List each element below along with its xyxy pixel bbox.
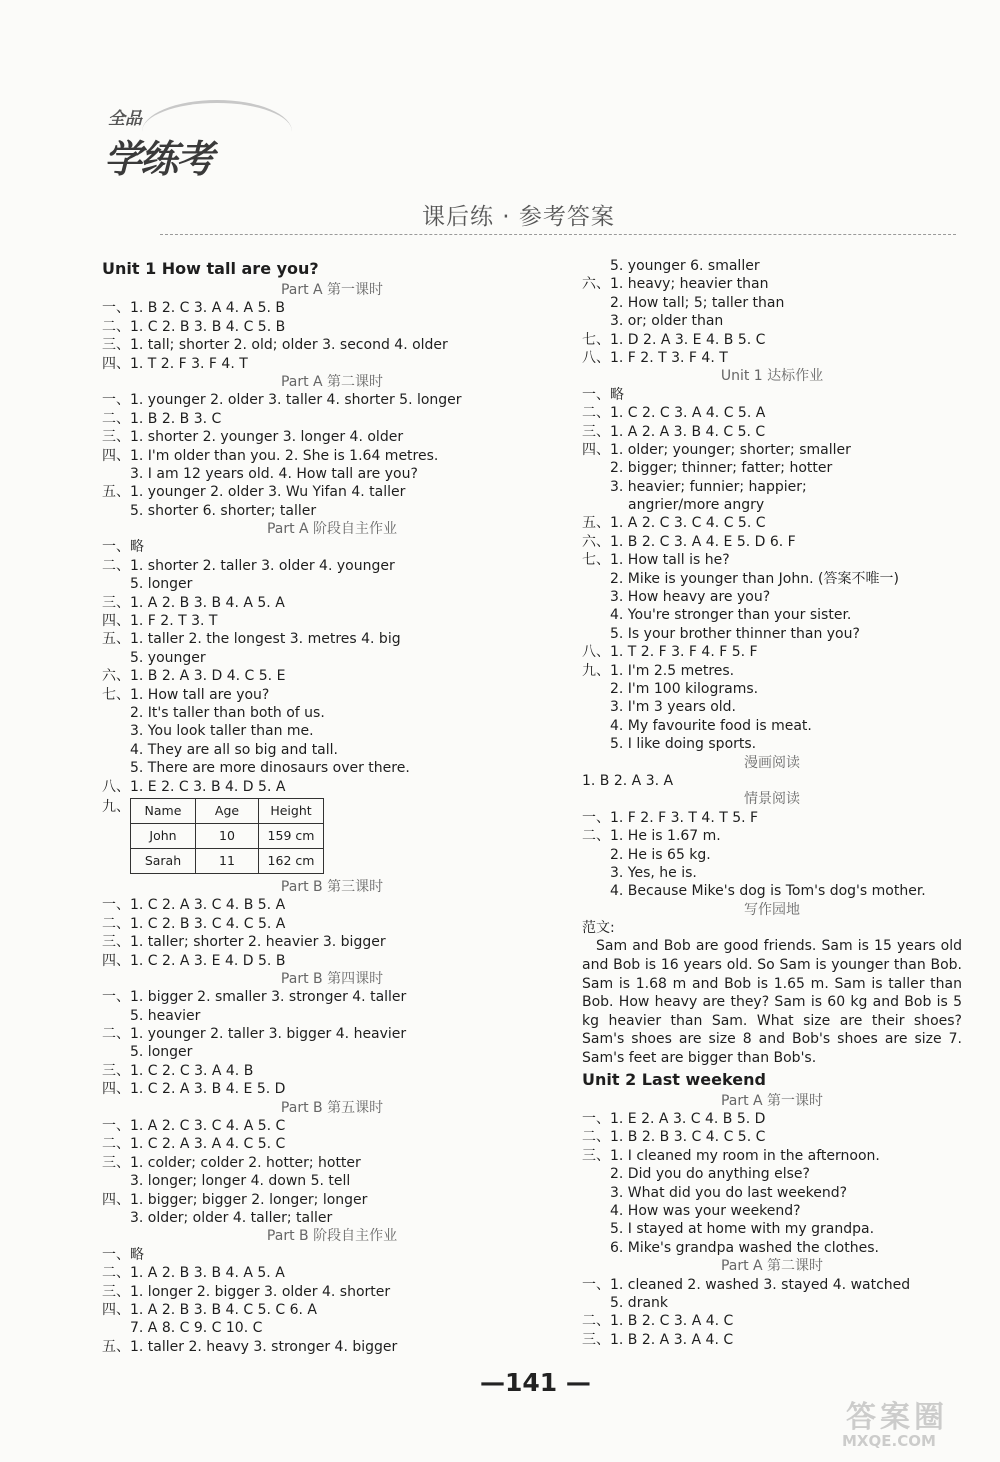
answer-line: 3. heavier; funnier; happier; bbox=[610, 478, 807, 495]
answer-line: angrier/more angry bbox=[628, 497, 765, 514]
answer-line: 5. I like doing sports. bbox=[610, 736, 757, 753]
answer-line: 3. longer; longer 4. down 5. tell bbox=[130, 1173, 351, 1190]
table-header: Age bbox=[196, 798, 259, 823]
table-header-row bbox=[131, 798, 324, 823]
unit-heading: Unit 1 How tall are you? bbox=[102, 259, 319, 278]
info-table-block bbox=[102, 796, 562, 878]
answer-line: 二、1. A 2. B 3. B 4. A 5. A bbox=[102, 1265, 285, 1282]
logo-top-text: 全品 bbox=[108, 109, 142, 129]
answer-line: 二、1. He is 1.67 m. bbox=[582, 828, 721, 845]
answer-line: 5. There are more dinosaurs over there. bbox=[130, 760, 410, 777]
answer-line: 四、1. bigger; bigger 2. longer; longer bbox=[102, 1191, 368, 1208]
answer-line: 5. longer bbox=[130, 576, 193, 593]
answer-line: 2. It's taller than both of us. bbox=[130, 704, 325, 721]
answer-line: 四、1. F 2. T 3. T bbox=[102, 613, 218, 630]
answer-line: 5. Is your brother thinner than you? bbox=[610, 625, 860, 642]
answer-line: 5. younger bbox=[130, 649, 206, 666]
answer-line: 四、1. C 2. A 3. B 4. E 5. D bbox=[102, 1081, 286, 1098]
answer-line: 三、1. B 2. A 3. A 4. C bbox=[582, 1331, 734, 1348]
answer-line: 三、1. A 2. B 3. B 4. A 5. A bbox=[102, 594, 285, 611]
section-heading: 情景阅读 bbox=[744, 791, 800, 808]
left-column bbox=[102, 257, 562, 1356]
answer-line: 三、1. colder; colder 2. hotter; hotter bbox=[102, 1154, 361, 1171]
answer-line: 2. He is 65 kg. bbox=[610, 846, 711, 863]
section-heading: Part B 第四课时 bbox=[280, 970, 384, 987]
answer-line: 六、1. B 2. C 3. A 4. E 5. D 6. F bbox=[582, 533, 796, 550]
answer-line: 二、1. B 2. C 3. A 4. C bbox=[582, 1313, 734, 1330]
section-heading: Part B 第三课时 bbox=[280, 878, 384, 895]
page-title: 课后练 · 参考答案 bbox=[422, 204, 615, 230]
answer-line: 四、1. C 2. A 3. E 4. D 5. B bbox=[102, 952, 286, 969]
answer-line: 二、1. C 2. B 3. C 4. C 5. A bbox=[102, 915, 286, 932]
answer-line: 二、1. shorter 2. taller 3. older 4. younger bbox=[102, 557, 395, 574]
answer-line: 3. What did you do last weekend? bbox=[610, 1184, 848, 1201]
answer-line: 三、1. longer 2. bigger 3. older 4. shorter bbox=[102, 1283, 391, 1300]
answer-line: 7. A 8. C 9. C 10. C bbox=[130, 1320, 263, 1337]
table-cell: John bbox=[131, 823, 196, 848]
section-heading: Part A 第一课时 bbox=[280, 282, 384, 298]
table-cell: 159 cm bbox=[259, 823, 324, 848]
unit-heading: Unit 2 Last weekend bbox=[582, 1069, 766, 1089]
answer-line: 二、1. younger 2. taller 3. bigger 4. heavier bbox=[102, 1026, 407, 1043]
answer-line: 1. B 2. A 3. A bbox=[582, 772, 674, 789]
answer-line: 四、1. T 2. F 3. F 4. T bbox=[102, 355, 248, 372]
section-heading: Part A 第一课时 bbox=[720, 1092, 824, 1109]
table-cell: 10 bbox=[196, 823, 259, 848]
info-table bbox=[130, 798, 324, 874]
answer-line: 四、1. I'm older than you. 2. She is 1.64 metres. bbox=[102, 447, 439, 464]
answer-line: 六、1. B 2. A 3. D 4. C 5. E bbox=[102, 668, 286, 685]
answer-line: 5. longer bbox=[130, 1044, 193, 1061]
answer-line: 6. Mike's grandpa washed the clothes. bbox=[610, 1239, 879, 1256]
answer-line: 八、1. E 2. C 3. B 4. D 5. A bbox=[102, 778, 286, 795]
section-heading: Part B 第五课时 bbox=[280, 1099, 384, 1116]
answer-line: 范文: bbox=[582, 920, 615, 937]
table-cell: 162 cm bbox=[259, 848, 324, 873]
answer-line: 三、1. taller; shorter 2. heavier 3. bigger bbox=[102, 934, 386, 951]
logo-main-text: 学练考 bbox=[104, 137, 213, 181]
answer-line: 二、1. C 2. A 3. A 4. C 5. C bbox=[102, 1136, 286, 1153]
answer-line: 3. I'm 3 years old. bbox=[610, 699, 736, 716]
answer-line: 一、1. bigger 2. smaller 3. stronger 4. taller bbox=[102, 989, 407, 1006]
right-answers-b bbox=[582, 1068, 962, 1349]
answer-line: 一、1. E 2. A 3. C 4. B 5. D bbox=[582, 1111, 766, 1127]
page-number: —141 — bbox=[480, 1368, 591, 1397]
brand-logo bbox=[102, 100, 262, 180]
answer-line: 4. You're stronger than your sister. bbox=[610, 607, 852, 624]
answer-line: 三、1. I cleaned my room in the afternoon. bbox=[582, 1147, 880, 1164]
answer-line: 四、1. A 2. B 3. B 4. C 5. C 6. A bbox=[102, 1301, 318, 1318]
answer-line: 七、1. How tall is he? bbox=[582, 552, 730, 569]
answer-line: 5. shorter 6. shorter; taller bbox=[130, 502, 317, 519]
answer-line: 三、1. shorter 2. younger 3. longer 4. older bbox=[102, 429, 404, 446]
answer-line: 2. Mike is younger than John. (答案不唯一) bbox=[610, 570, 899, 587]
section-heading: Part B 阶段自主作业 bbox=[266, 1228, 398, 1245]
section-heading: Part A 第二课时 bbox=[280, 373, 384, 390]
right-column bbox=[582, 257, 962, 1349]
answer-line: 九、1. I'm 2.5 metres. bbox=[582, 662, 735, 679]
answer-line: 一、1. B 2. C 3. A 4. A 5. B bbox=[102, 300, 285, 317]
answer-line: 二、1. C 2. C 3. A 4. C 5. A bbox=[582, 405, 766, 422]
answer-line: 五、1. taller 2. heavy 3. stronger 4. bigger bbox=[102, 1338, 398, 1355]
answer-line: 三、1. C 2. C 3. A 4. B bbox=[102, 1062, 254, 1079]
answer-line: 一、1. A 2. C 3. C 4. A 5. C bbox=[102, 1118, 286, 1135]
answer-line: 五、1. taller 2. the longest 3. metres 4. big bbox=[102, 631, 401, 648]
answer-line: 一、1. younger 2. older 3. taller 4. shorter 5. longer bbox=[102, 392, 462, 409]
answer-line: 三、1. A 2. A 3. B 4. C 5. C bbox=[582, 423, 766, 440]
answer-line: 五、1. A 2. C 3. C 4. C 5. C bbox=[582, 515, 766, 532]
answer-line: 八、1. T 2. F 3. F 4. F 5. F bbox=[582, 644, 758, 661]
watermark bbox=[822, 1392, 982, 1452]
answer-line: 一、略 bbox=[582, 386, 624, 403]
answer-line: 3. Yes, he is. bbox=[610, 864, 697, 881]
answer-line: 七、1. How tall are you? bbox=[102, 686, 270, 703]
section-heading: 漫画阅读 bbox=[744, 754, 800, 771]
section-heading: Unit 1 达标作业 bbox=[720, 368, 824, 385]
answer-line: 5. I stayed at home with my grandpa. bbox=[610, 1221, 875, 1238]
answer-line: 一、略 bbox=[102, 539, 144, 556]
answer-line: 七、1. D 2. A 3. E 4. B 5. C bbox=[582, 331, 766, 348]
answer-line: 3. How heavy are you? bbox=[610, 589, 771, 606]
table-header: Height bbox=[259, 798, 324, 823]
answer-line: 2. How tall; 5; taller than bbox=[610, 294, 785, 311]
answer-line: 4. They are all so big and tall. bbox=[130, 741, 338, 758]
answer-line: 4. Because Mike's dog is Tom's dog's mother. bbox=[610, 883, 926, 900]
section-heading: 写作园地 bbox=[744, 901, 800, 918]
answer-line: 2. I'm 100 kilograms. bbox=[610, 680, 759, 697]
table-cell: 11 bbox=[196, 848, 259, 873]
watermark-big-text: 答案圈 bbox=[846, 1400, 948, 1435]
answer-line: 一、略 bbox=[102, 1246, 144, 1263]
answer-line: 二、1. B 2. B 3. C 4. C 5. C bbox=[582, 1129, 766, 1146]
answer-line: 二、1. B 2. B 3. C bbox=[102, 410, 222, 427]
answer-line: 一、1. C 2. A 3. C 4. B 5. A bbox=[102, 897, 286, 914]
answer-line: 四、1. older; younger; shorter; smaller bbox=[582, 441, 851, 458]
answer-line: 3. You look taller than me. bbox=[130, 723, 314, 740]
answer-line: 3. or; older than bbox=[610, 313, 724, 330]
answer-line: 二、1. C 2. B 3. B 4. C 5. B bbox=[102, 318, 286, 335]
left-answers-b bbox=[102, 878, 562, 1356]
answer-line: 4. How was your weekend? bbox=[610, 1202, 801, 1219]
answer-line: 5. drank bbox=[610, 1294, 669, 1311]
answer-line: 5. heavier bbox=[130, 1007, 201, 1024]
answer-line: 3. I am 12 years old. 4. How tall are you? bbox=[130, 465, 418, 482]
answer-line: 六、1. heavy; heavier than bbox=[582, 276, 769, 293]
section-heading: Part A 第二课时 bbox=[720, 1258, 824, 1275]
question-number-9: 九、 bbox=[102, 798, 130, 815]
answer-line: 3. older; older 4. taller; taller bbox=[130, 1209, 333, 1226]
sample-essay bbox=[582, 937, 962, 1067]
answer-line: 八、1. F 2. T 3. F 4. T bbox=[582, 349, 728, 366]
table-cell: Sarah bbox=[131, 848, 196, 873]
answer-line: 2. Did you do anything else? bbox=[610, 1166, 810, 1183]
section-heading: Part A 阶段自主作业 bbox=[266, 521, 398, 538]
title-bar bbox=[160, 198, 956, 235]
answer-line: 一、1. cleaned 2. washed 3. stayed 4. watched bbox=[582, 1276, 911, 1293]
answer-line: 一、1. F 2. F 3. T 4. T 5. F bbox=[582, 809, 759, 826]
answer-line: 5. younger 6. smaller bbox=[610, 258, 760, 274]
right-answers-a bbox=[582, 257, 962, 937]
answer-line: 4. My favourite food is meat. bbox=[610, 717, 812, 734]
answer-line: 三、1. tall; shorter 2. old; older 3. second 4. older bbox=[102, 337, 448, 354]
table-header: Name bbox=[131, 798, 196, 823]
watermark-url-text: MXQE.COM bbox=[842, 1432, 936, 1450]
left-answers-a bbox=[102, 257, 562, 796]
essay-text: Sam and Bob are good friends. Sam is 15 years old and Bob is 16 years old. So Sam is younger than Bob. Sam is 1.68 m and Bob is 1.65 m. Sam is taller than Bob. How heavy are they? Sam is 60 kg and Bob is 5 kg heavier than Sam. What size are their shoes? Sam's shoes are size 8 and Bob's shoes are size 7. Sam's feet are bigger than Bob's. bbox=[582, 938, 962, 1067]
table-row bbox=[131, 848, 324, 873]
table-row bbox=[131, 823, 324, 848]
answer-line: 五、1. younger 2. older 3. Wu Yifan 4. taller bbox=[102, 484, 406, 501]
answer-line: 2. bigger; thinner; fatter; hotter bbox=[610, 460, 833, 477]
